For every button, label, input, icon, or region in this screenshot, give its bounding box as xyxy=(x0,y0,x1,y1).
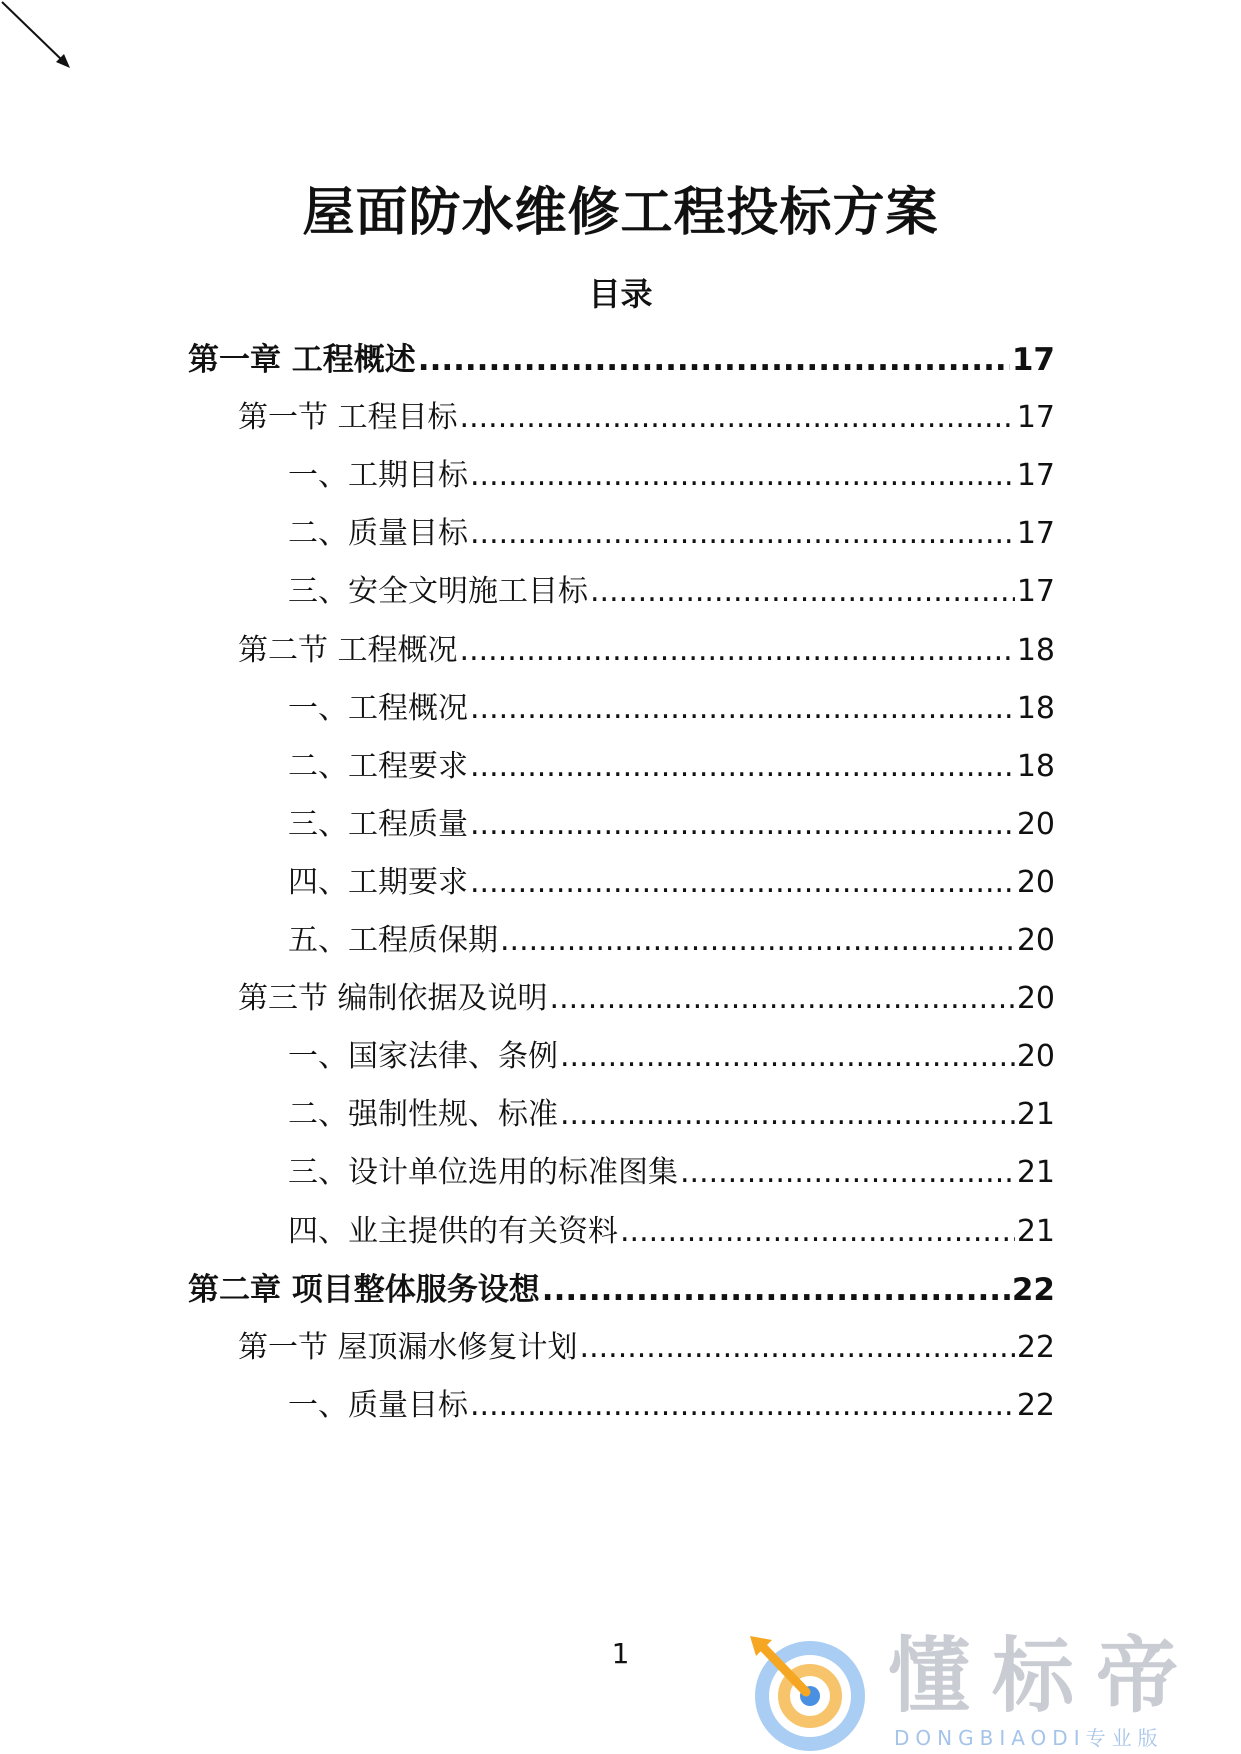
watermark-brand: 懂标帝 xyxy=(888,1629,1201,1724)
toc-entry[interactable] xyxy=(238,396,1055,440)
toc-entry-page: 18 xyxy=(1016,633,1055,668)
toc-entry[interactable] xyxy=(288,1210,1055,1254)
toc-entry-label: 第三节 编制依据及说明 xyxy=(238,981,548,1016)
toc-dot-leader xyxy=(470,454,1015,498)
toc-entry-label: 三、设计单位选用的标准图集 xyxy=(288,1155,678,1190)
toc-dot-leader xyxy=(470,687,1015,731)
toc-dot-leader xyxy=(560,1035,1015,1079)
toc-entry-page: 17 xyxy=(1011,342,1055,378)
toc-entry-page: 21 xyxy=(1016,1097,1055,1132)
toc-entry[interactable] xyxy=(188,1268,1055,1312)
toc-entry-label: 二、强制性规、标准 xyxy=(288,1097,558,1132)
toc-dot-leader xyxy=(470,745,1015,789)
toc-dot-leader xyxy=(542,1268,1010,1312)
toc-entry-label: 一、国家法律、条例 xyxy=(288,1039,558,1074)
toc-dot-leader xyxy=(470,512,1015,556)
toc-entry-page: 17 xyxy=(1016,574,1055,609)
toc-dot-leader xyxy=(460,396,1015,440)
page-number: 1 xyxy=(611,1637,630,1670)
toc-entry-page: 17 xyxy=(1016,516,1055,551)
watermark-subtitle: DONGBIAODI专业版 xyxy=(894,1726,1164,1750)
toc-entry[interactable] xyxy=(288,687,1055,731)
toc-entry-label: 一、质量目标 xyxy=(288,1388,468,1423)
toc-entry[interactable] xyxy=(238,977,1055,1021)
toc-entry[interactable] xyxy=(288,745,1055,789)
toc-dot-leader xyxy=(580,1326,1015,1370)
toc-entry-label: 五、工程质保期 xyxy=(288,923,498,958)
toc-entry[interactable] xyxy=(288,919,1055,963)
toc-entry-label: 第二节 工程概况 xyxy=(238,633,458,668)
toc-entry-page: 20 xyxy=(1016,807,1055,842)
toc-entry-label: 四、工期要求 xyxy=(288,865,468,900)
toc-entry[interactable] xyxy=(288,1384,1055,1428)
toc-entry[interactable] xyxy=(288,512,1055,556)
toc-entry-label: 一、工期目标 xyxy=(288,458,468,493)
toc-dot-leader xyxy=(418,338,1010,382)
toc-entry-page: 18 xyxy=(1016,749,1055,784)
toc-entry-label: 第一节 屋顶漏水修复计划 xyxy=(238,1330,578,1365)
toc-entry-label: 二、工程要求 xyxy=(288,749,468,784)
toc-entry[interactable] xyxy=(238,629,1055,673)
toc-entry-page: 20 xyxy=(1016,1039,1055,1074)
toc-entry-page: 21 xyxy=(1016,1214,1055,1249)
toc-entry[interactable] xyxy=(288,454,1055,498)
toc-heading: 目录 xyxy=(588,275,653,313)
toc-entry-page: 18 xyxy=(1016,691,1055,726)
toc-entry[interactable] xyxy=(288,570,1055,614)
toc-entry-label: 三、工程质量 xyxy=(288,807,468,842)
toc-entry[interactable] xyxy=(288,861,1055,905)
target-arrow-icon xyxy=(748,1634,868,1754)
toc-entry[interactable] xyxy=(288,1093,1055,1137)
toc-entry-label: 一、工程概况 xyxy=(288,691,468,726)
toc-entry-page: 22 xyxy=(1011,1272,1055,1308)
toc-entry-page: 22 xyxy=(1016,1330,1055,1365)
toc-entry-label: 第二章 项目整体服务设想 xyxy=(188,1272,540,1308)
toc-entry[interactable] xyxy=(288,1151,1055,1195)
toc-entry-page: 20 xyxy=(1016,981,1055,1016)
toc-entry-label: 第一章 工程概述 xyxy=(188,342,416,378)
toc-dot-leader xyxy=(620,1210,1015,1254)
toc-entry[interactable] xyxy=(238,1326,1055,1370)
toc-entry[interactable] xyxy=(188,338,1055,382)
toc-entry-label: 三、安全文明施工目标 xyxy=(288,574,588,609)
toc-entry[interactable] xyxy=(288,1035,1055,1079)
toc-entry-page: 22 xyxy=(1016,1388,1055,1423)
toc-dot-leader xyxy=(590,570,1015,614)
toc-entry-page: 20 xyxy=(1016,865,1055,900)
watermark xyxy=(740,1622,1220,1752)
toc-dot-leader xyxy=(470,1384,1015,1428)
toc-dot-leader xyxy=(500,919,1015,963)
toc-entry-page: 17 xyxy=(1016,458,1055,493)
toc-entry[interactable] xyxy=(288,803,1055,847)
toc-entry-page: 21 xyxy=(1016,1155,1055,1190)
toc-dot-leader xyxy=(470,803,1015,847)
toc-dot-leader xyxy=(460,629,1015,673)
toc-dot-leader xyxy=(550,977,1015,1021)
toc-entry-label: 第一节 工程目标 xyxy=(238,400,458,435)
toc-entry-label: 二、质量目标 xyxy=(288,516,468,551)
toc-dot-leader xyxy=(680,1151,1015,1195)
toc-entry-page: 17 xyxy=(1016,400,1055,435)
toc-entry-label: 四、业主提供的有关资料 xyxy=(288,1214,618,1249)
toc-dot-leader xyxy=(470,861,1015,905)
document-title: 屋面防水维修工程投标方案 xyxy=(302,183,939,243)
toc-dot-leader xyxy=(560,1093,1015,1137)
toc-entry-page: 20 xyxy=(1016,923,1055,958)
